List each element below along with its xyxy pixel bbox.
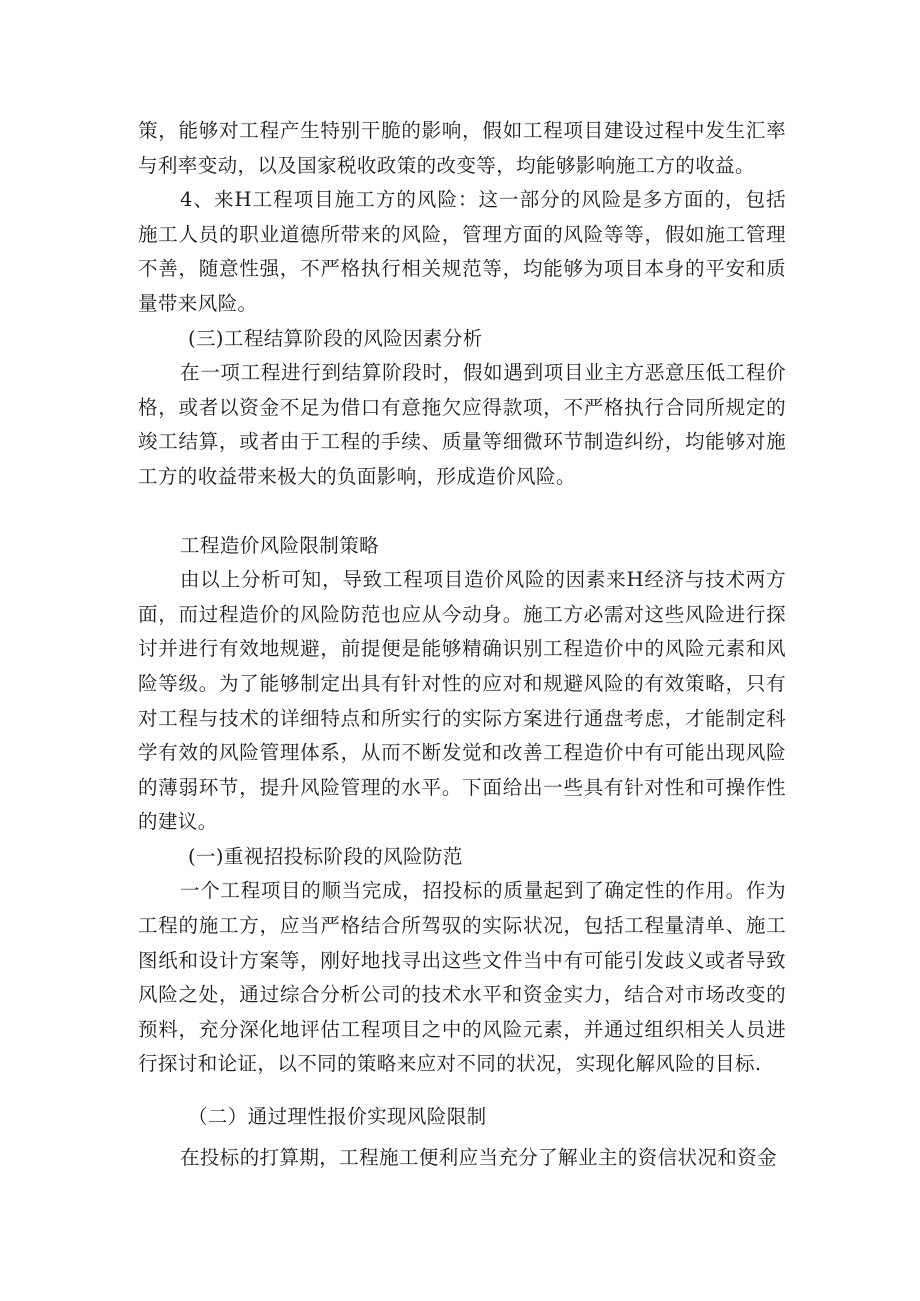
section-gap [138,495,786,529]
heading-risk-control-strategy: 工程造价风险限制策略 [180,533,380,557]
paragraph-contractor-risk: 4、来H工程项目施工方的风险：这一部分的风险是多方面的，包括施工人员的职业道德所带来的风险，管理方面的风险等等，假如施工管理不善，随意性强，不严格执行相关规范等，均能够为项目本身的平安和质量带来风险。 [138,188,786,315]
paragraph-strategy-analysis: 由以上分析可知，导致工程项目造价风险的因素来H经济与技术两方面，而过程造价的风险防范也应从今动身。施工方必需对这些风险进行探讨并进行有效地规避，前提便是能够精确识别工程造价中的风险元素和风险等级。为了能够制定出具有针对性的应对和规避风险的有效策略，只有对工程与技术的详细特点和所实行的实际方案进行通盘考虑，才能制定科学有效的风险管理体系，从而不断发觉和改善工程造价中有可能出现风险的薄弱环节，提升风险管理的水平。下面给出一些具有针对性和可操作性的建议。 [138,568,786,834]
heading-bidding-stage: (一)重视招投标阶段的风险防范 [188,844,463,868]
paragraph-bidding-risk: 一个工程项目的顺当完成，招投标的质量起到了确定性的作用。作为工程的施工方，应当严格结合所驾驭的实际状况，包括工程量清单、施工图纸和设计方案等，刚好地找寻出这些文件当中有可能引发歧义或者导致风险之处，通过综合分析公司的技术水平和资金实力，结合对市场改变的预料，充分深化地评估工程项目之中的风险元素，并通过组织相关人员进行探讨和论证，以不同的策略来应对不同的状况，实现化解风险的目标. [138,879,786,1076]
heading-settlement-stage: (三)工程结算阶段的风险因素分析 [188,326,483,350]
section-gap [138,1082,786,1100]
paragraph-policy-continuation: 策，能够对工程产生特别干脆的影响，假如工程项目建设过程中发生汇率与利率变动，以及国家税收政策的改变等，均能够影响施工方的收益。 [138,119,786,177]
paragraph-settlement-risk: 在一项工程进行到结算阶段时，假如遇到项目业主方恶意压低工程价格，或者以资金不足为借口有意拖欠应得款项，不严格执行合同所规定的竣工结算，或者由于工程的手续、质量等细微环节制造纠纷，均能够对施工方的收益带来极大的负面影响，形成造价风险。 [138,361,786,488]
paragraph-bid-preparation: 在投标的打算期，工程施工便利应当充分了解业主的资信状况和资金 [180,1145,778,1169]
heading-rational-quotation: （二）通过理性报价实现风险限制 [188,1105,487,1129]
document-body [138,114,786,1175]
